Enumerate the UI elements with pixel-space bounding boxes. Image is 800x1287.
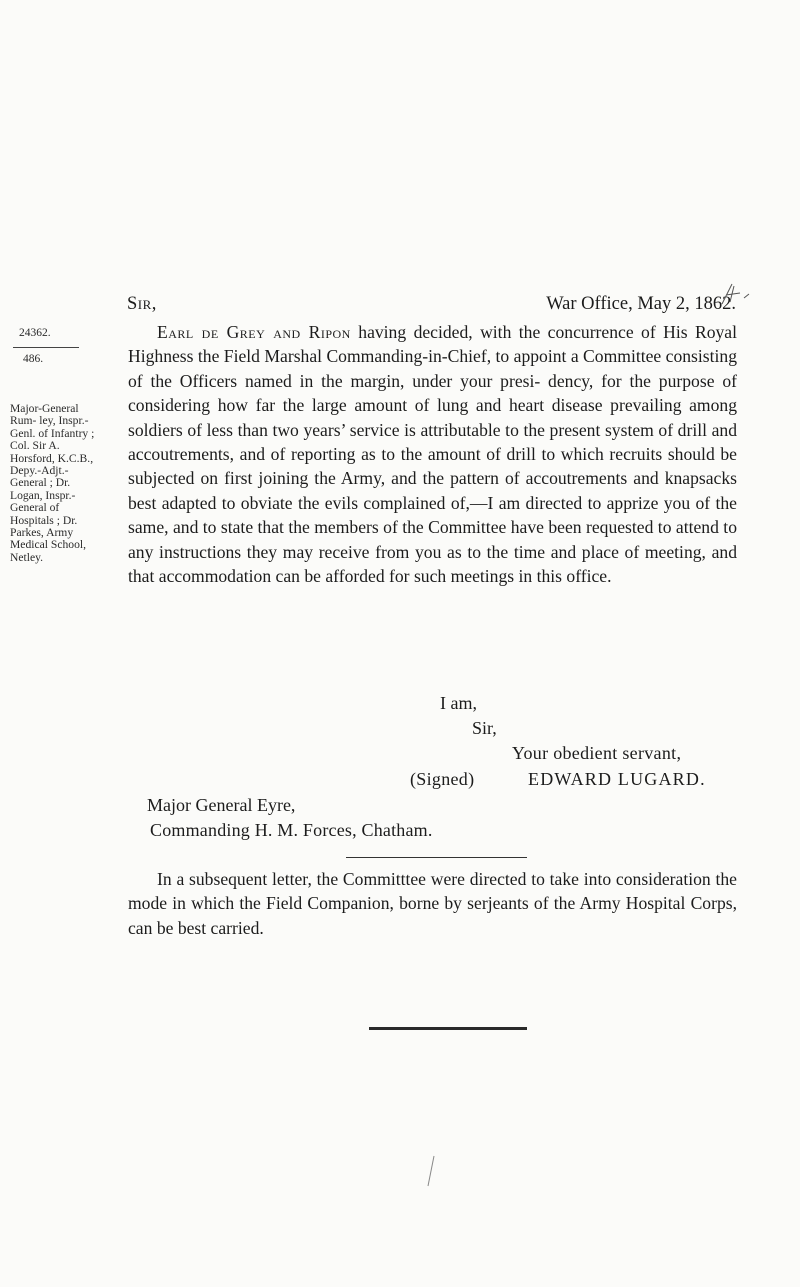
closing-servant: Your obedient servant,: [512, 743, 682, 763]
salutation: Sir,: [127, 294, 157, 314]
signed-label: (Signed): [410, 769, 475, 789]
subsequent-note-text: In a subsequent letter, the Committtee were directed to take into consideration the mode in which the Field Companion, borne by serjeants of the Army Hospital Corps, can be best carried.: [128, 869, 737, 938]
section-divider: [346, 857, 527, 858]
closing-sir: Sir,: [472, 718, 497, 738]
closing-i-am: I am,: [440, 693, 477, 713]
margin-reference-top: 24362.: [19, 327, 51, 339]
place-date: War Office, May 2, 1862.: [546, 294, 736, 314]
pencil-stroke-mark: [425, 1154, 437, 1188]
margin-committee-members-note: Major-General Rum- ley, Inspr.-Genl. of Infantry ; Col. Sir A. Horsford, K.C.B., Depy.-Adjt.-General ; Dr. Logan, Inspr.- General of Hospitals ; Dr. Parkes, Army Medical School, Netley.: [10, 402, 95, 564]
subsequent-note: [128, 867, 737, 940]
margin-reference-rule: [13, 347, 79, 348]
letter-body-text: having decided, with the concurrence of His Royal Highness the Field Marshal Commanding-in-Chief, to appoint a Committee consisting of the Officers named in the margin, under your presi- dency, for the purpose of considering how far the large amount of lung and heart disease prevailing among soldiers of less than two years’ service is attributable to the present system of drill and accoutrements, and of reporting as to the amount of drill to which recruits should be subjected on first joining the Army, and the pattern of accoutrements and knapsacks best adapted to obviate the evils complained of,—I am directed to apprize you of the same, and to state that the members of the Committee have been requested to attend to any instructions they may receive from you as to the time and place of meeting, and that accommodation can be afforded for such meetings in this office.: [128, 322, 737, 587]
letter-opening: Earl de Grey and Ripon: [157, 322, 351, 342]
salutation-line: [127, 294, 736, 315]
signatory-name: EDWARD LUGARD.: [528, 769, 706, 789]
letter-body: [128, 320, 737, 588]
addressee-post: Commanding H. M. Forces, Chatham.: [150, 820, 433, 840]
bottom-divider: [369, 1027, 527, 1030]
addressee-name: Major General Eyre,: [147, 795, 296, 815]
pencil-annotation-mark: [716, 280, 756, 310]
margin-reference-bottom: 486.: [23, 353, 44, 365]
